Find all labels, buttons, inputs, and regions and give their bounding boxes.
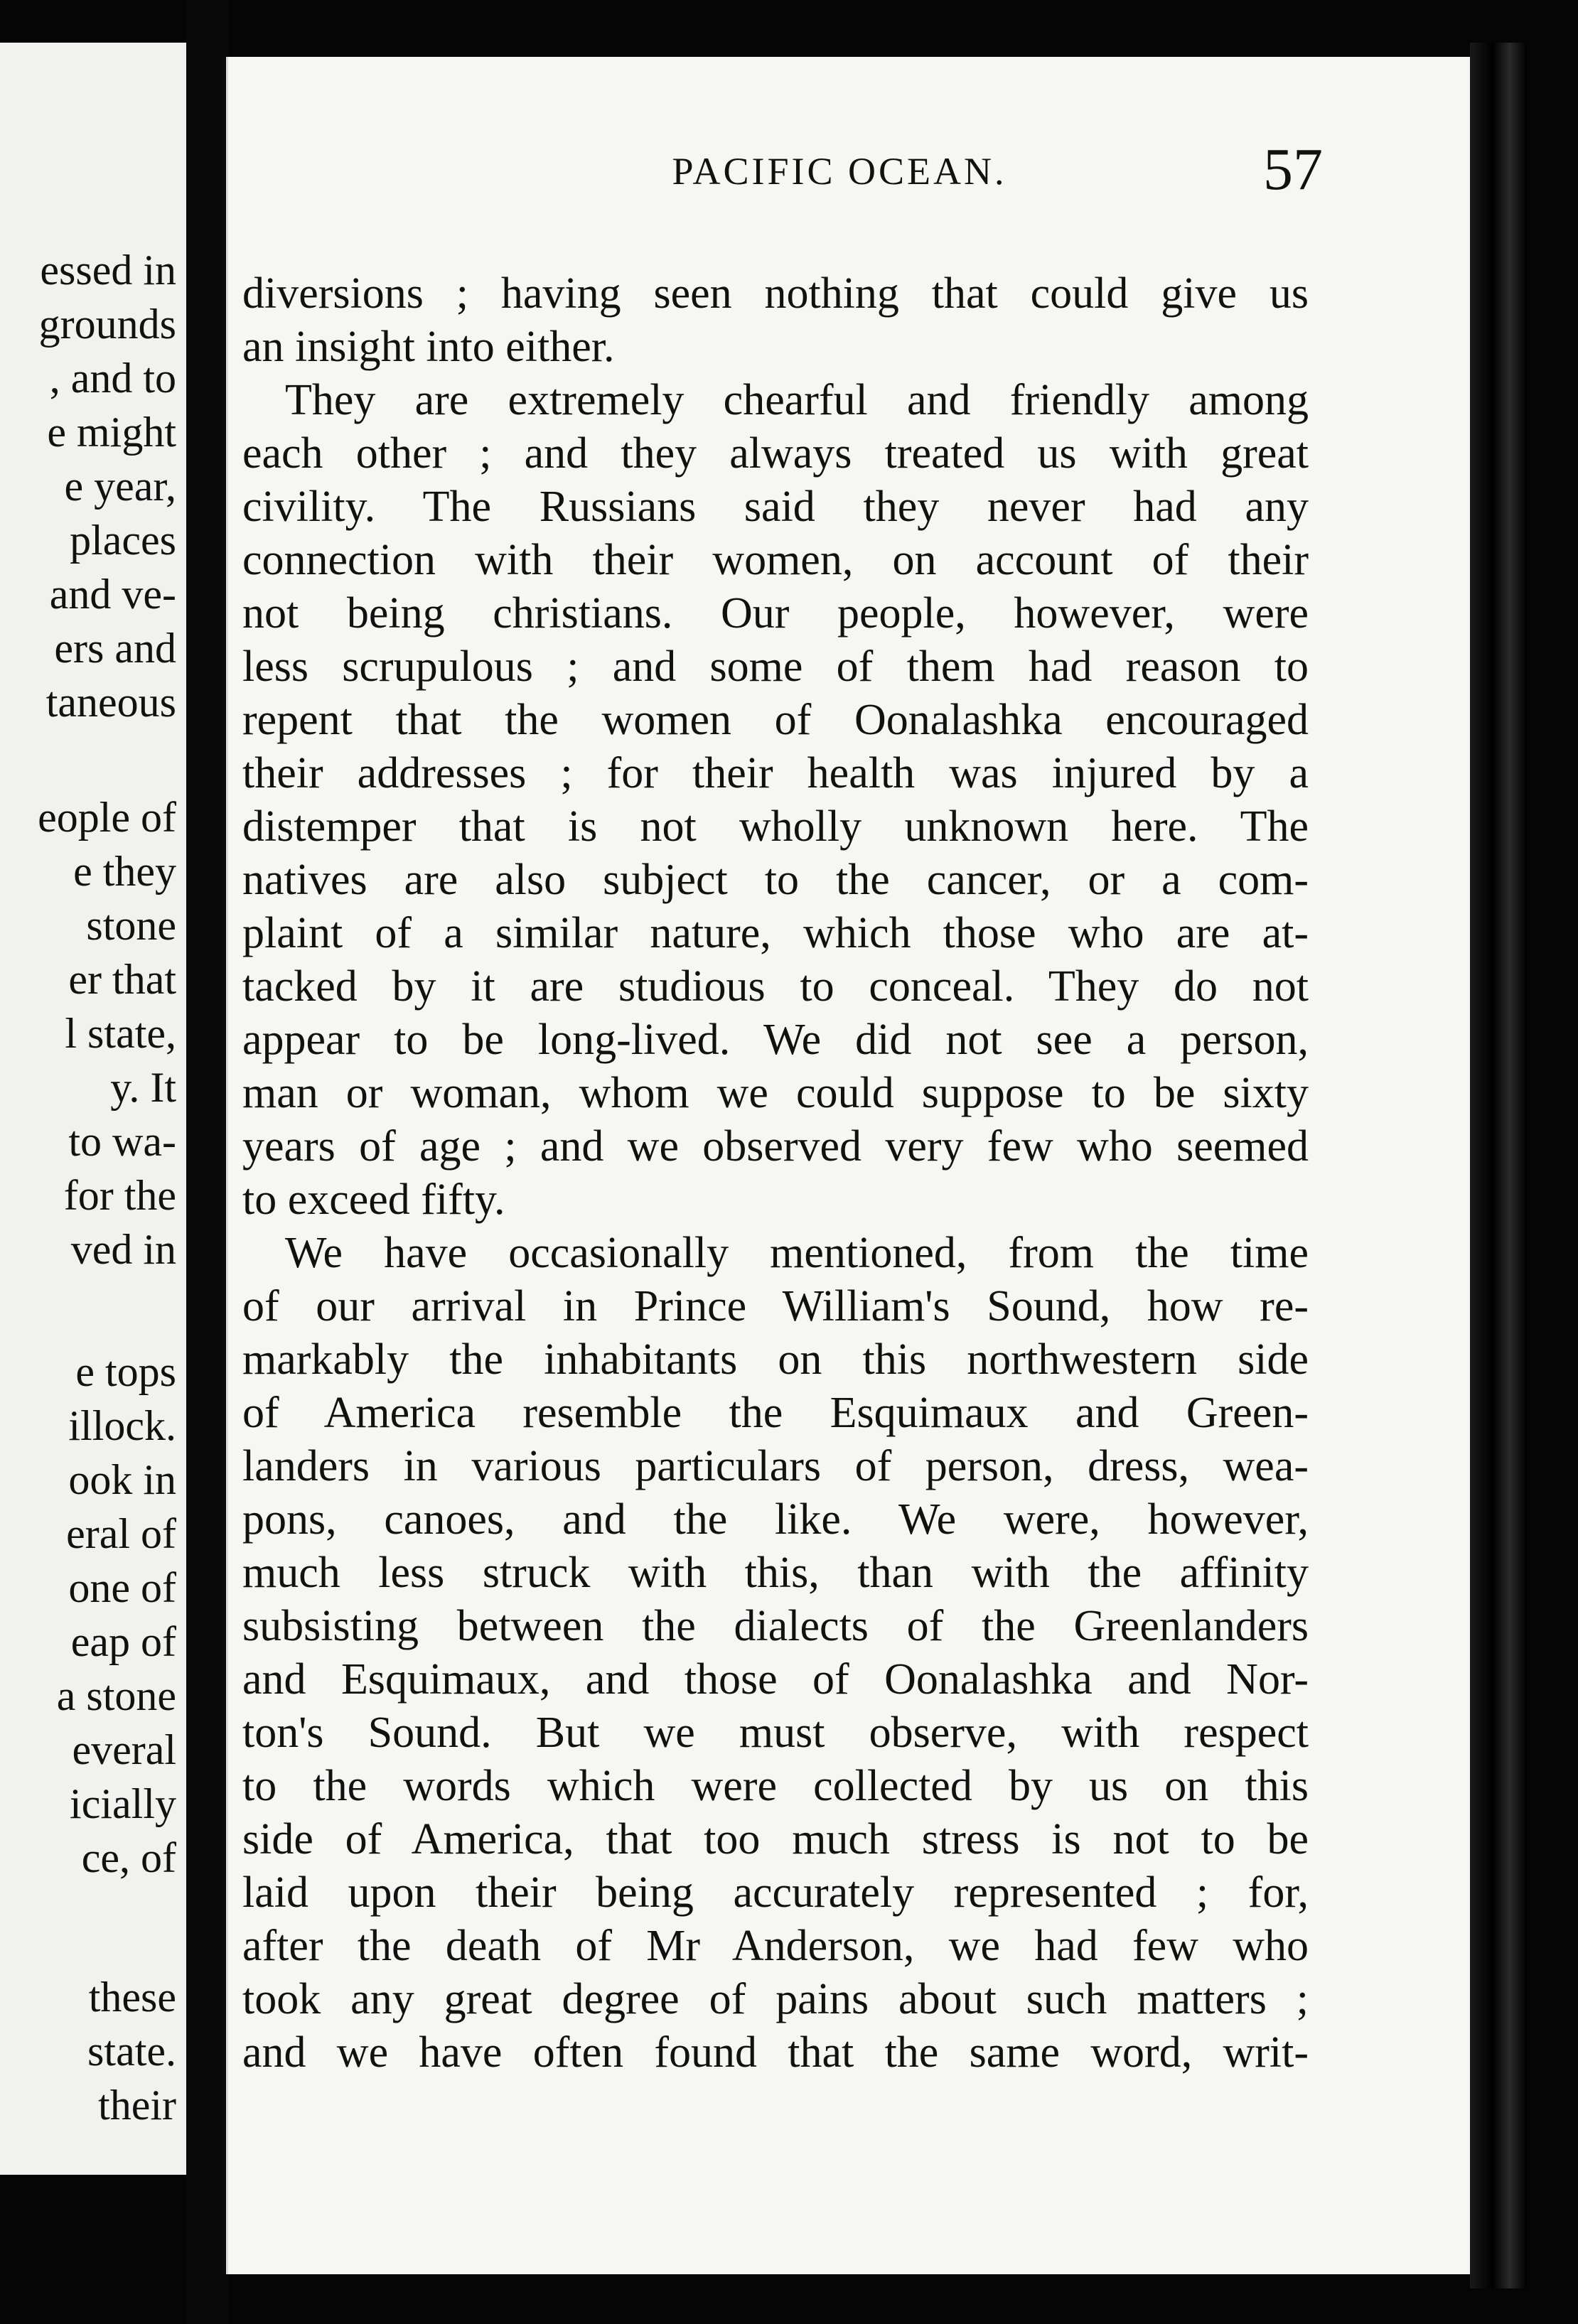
text-line: to the words which were collected by us on this	[242, 1762, 1309, 1810]
previous-page-fragment	[0, 43, 186, 2175]
text-line: ton's Sound. But we must observe, with respect	[242, 1709, 1309, 1757]
running-header: PACIFIC OCEAN.	[672, 150, 1007, 193]
left-page-line: everal	[72, 1726, 176, 1773]
left-page-line: eap of	[70, 1618, 176, 1665]
left-page-line: illock.	[68, 1402, 176, 1449]
body-text	[228, 57, 1472, 2274]
left-page-line: state.	[87, 2028, 176, 2075]
text-line: took any great degree of pains about such matters ;	[242, 1975, 1309, 2023]
text-line: after the death of Mr Anderson, we had few who	[242, 1922, 1309, 1970]
text-line: pons, canoes, and the like. We were, however,	[242, 1495, 1309, 1544]
left-page-line: stone	[86, 902, 176, 949]
text-line: of America resemble the Esquimaux and Green-	[242, 1389, 1309, 1437]
left-page-line: their	[98, 2082, 176, 2129]
left-page-line: icially	[70, 1780, 176, 1827]
text-line: natives are also subject to the cancer, or a com-	[242, 856, 1309, 904]
left-page-line: , and to	[49, 355, 176, 402]
text-line: tacked by it are studious to conceal. They do not	[242, 962, 1309, 1011]
left-page-line: ers and	[54, 625, 176, 672]
left-page-line: a stone	[56, 1672, 176, 1719]
left-page-line: one of	[68, 1564, 176, 1611]
left-page-line: for the	[63, 1172, 176, 1219]
paragraph-start-line: They are extremely chearful and friendly among	[285, 376, 1309, 424]
text-line: man or woman, whom we could suppose to be sixty	[242, 1069, 1309, 1117]
left-page-line: e they	[73, 848, 176, 895]
text-line: less scrupulous ; and some of them had reason to	[242, 642, 1309, 691]
text-line: civility. The Russians said they never had any	[242, 483, 1309, 531]
text-line: and we have often found that the same word, writ-	[242, 2028, 1309, 2077]
text-line: side of America, that too much stress is not to be	[242, 1815, 1309, 1863]
left-page-line: e might	[47, 409, 176, 456]
text-line: years of age ; and we observed very few who seemed	[242, 1122, 1309, 1171]
left-page-line: er that	[68, 956, 176, 1003]
text-line: connection with their women, on account of their	[242, 536, 1309, 584]
text-line: of our arrival in Prince William's Sound, how re-	[242, 1282, 1309, 1330]
text-line: markably the inhabitants on this northwestern side	[242, 1335, 1309, 1384]
text-line: an insight into either.	[242, 323, 615, 371]
left-page-line: e year,	[64, 463, 176, 510]
text-line: landers in various particulars of person, dress, wea-	[242, 1442, 1309, 1490]
text-line: repent that the women of Oonalashka encouraged	[242, 696, 1309, 744]
text-line: laid upon their being accurately represented ; for,	[242, 1868, 1309, 1917]
page-number: 57	[1263, 136, 1323, 203]
left-page-line: ved in	[70, 1226, 176, 1273]
text-line: to exceed fifty.	[242, 1176, 505, 1224]
left-page-line: places	[70, 517, 176, 564]
text-line: diversions ; having seen nothing that could give us	[242, 269, 1309, 318]
text-line: and Esquimaux, and those of Oonalashka and Nor-	[242, 1655, 1309, 1704]
book-gutter	[186, 0, 229, 2324]
left-page-line: to wa-	[68, 1118, 176, 1165]
left-page-line: taneous	[45, 679, 176, 726]
text-line: each other ; and they always treated us with great	[242, 429, 1309, 478]
left-page-line: l state,	[65, 1010, 176, 1057]
left-page-line: ce, of	[81, 1834, 176, 1881]
left-page-line: eral of	[66, 1510, 176, 1557]
text-line: appear to be long-lived. We did not see a person,	[242, 1016, 1309, 1064]
text-line: their addresses ; for their health was injured by a	[242, 749, 1309, 797]
left-page-line: essed in	[40, 247, 176, 294]
text-line: not being christians. Our people, however, were	[242, 589, 1309, 638]
text-line: much less struck with this, than with the affinity	[242, 1549, 1309, 1597]
left-page-line: e tops	[75, 1348, 176, 1395]
left-page-line: and ve-	[49, 571, 176, 618]
left-page-line: eople of	[38, 794, 176, 841]
left-page-line: ook in	[68, 1456, 176, 1503]
text-line: subsisting between the dialects of the Greenlanders	[242, 1602, 1309, 1650]
text-line: plaint of a similar nature, which those who are at-	[242, 909, 1309, 957]
page-block-edge	[1470, 43, 1527, 2288]
book-page	[226, 57, 1472, 2274]
left-page-line: y. It	[110, 1064, 176, 1111]
text-line: distemper that is not wholly unknown here. The	[242, 802, 1309, 851]
left-page-line: these	[88, 1974, 176, 2021]
left-page-line: grounds	[38, 301, 176, 348]
paragraph-start-line: We have occasionally mentioned, from the time	[285, 1229, 1309, 1277]
